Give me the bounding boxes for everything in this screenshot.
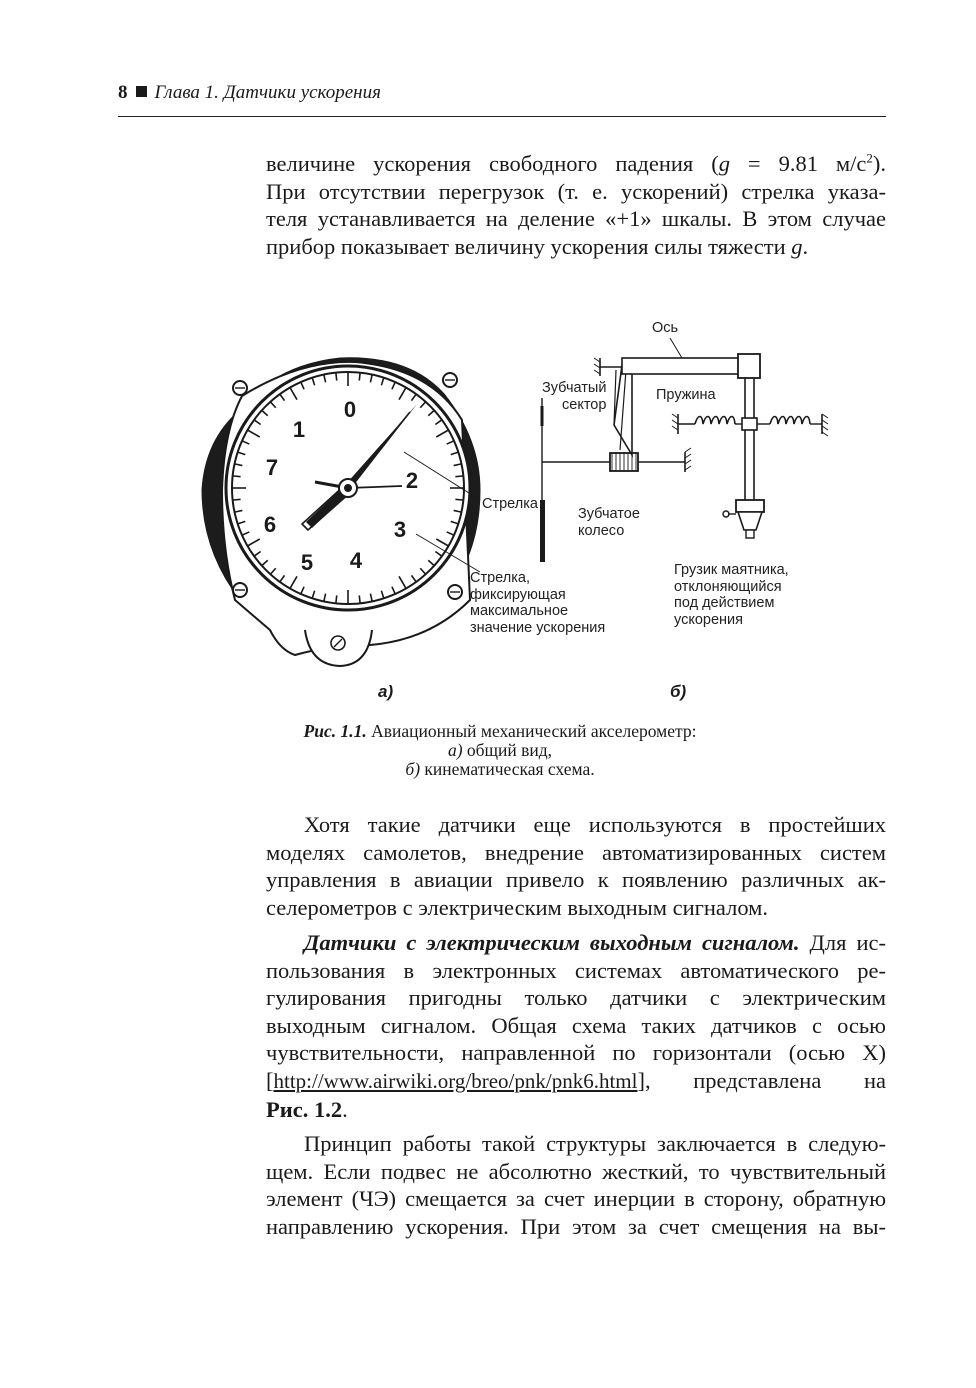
dial-number-2: 2 <box>405 468 419 493</box>
para-4-line-4: направлению ускорения. При этом за счет смещения на вы- <box>266 1213 886 1239</box>
label-needle: Стрелка <box>482 496 538 512</box>
dial-number-6: 6 <box>263 512 277 537</box>
dial-tick <box>336 595 337 603</box>
dial-tick <box>359 595 360 603</box>
para-3-line-6: [http://www.airwiki.org/breo/pnk/pnk6.html], представлена на <box>266 1067 886 1093</box>
para-3-line-2: пользования в электронных системах автоматического ре- <box>266 957 886 983</box>
para-2-line-4: селерометров с электрическим выходным сигналом. <box>266 894 769 920</box>
dial-tick <box>336 373 337 381</box>
dial-number-5: 5 <box>300 550 314 575</box>
panel-label-a: а) <box>378 682 394 701</box>
para-top-line-1: величине ускорения свободного падения (g = 9.81 $м/с^2$). <box>266 150 887 176</box>
para-top-line-2: При отсутствии перегрузок (т. е. ускорений) стрелка указа- <box>266 178 886 204</box>
header-rule <box>118 116 886 117</box>
para-3-line-3: гулирования пригодны только датчики с электрическим <box>266 985 886 1011</box>
dial-number-7: 7 <box>265 455 279 480</box>
para-2-line-2: моделях самолетов, внедрение автоматизированных систем <box>266 839 886 865</box>
label-toothed-sector: Зубчатый сектор <box>541 380 607 413</box>
dial-tick <box>455 476 463 477</box>
accelerometer-dial <box>202 358 480 666</box>
dial-number-4: 4 <box>349 548 363 573</box>
para-3-line-1: Датчики с электрическим выходным сигналом. Для ис- <box>304 930 886 955</box>
para-top-line-4: прибор показывает величину ускорения силы тяжести g. <box>266 233 809 259</box>
dial-tick <box>233 476 241 477</box>
paragraph-top <box>266 150 886 260</box>
figure-1-1 <box>180 300 860 720</box>
para-3-line-5: чувствительности, направленной по горизонтали (осью X) <box>266 1040 886 1066</box>
dial-tick <box>359 373 360 381</box>
paragraph-2 <box>266 811 886 921</box>
para-4-line-1: Принцип работы такой структуры заключается в следую- <box>304 1131 886 1156</box>
paragraph-3 <box>266 929 886 1123</box>
caption-title-line: Рис. 1.1. Авиационный механический акселерометр: <box>303 721 697 741</box>
dial-tick <box>455 499 463 500</box>
paragraph-4 <box>266 1130 886 1240</box>
label-axis: Ось <box>652 320 679 336</box>
caption-item-b: б) кинематическая схема. <box>405 759 595 779</box>
para-2-line-3: управления в авиации привело к появлению различных ак- <box>266 867 886 893</box>
para-4-line-3: элемент (ЧЭ) смещается за счет инерции в сторону, обратную <box>266 1186 886 1212</box>
dial-number-3: 3 <box>393 517 407 542</box>
label-spring: Пружина <box>656 387 716 403</box>
para-2-line-1: Хотя такие датчики еще используются в простейших <box>304 812 886 837</box>
bullet-square-icon <box>136 86 147 97</box>
dial-number-1: 1 <box>292 417 306 442</box>
para-4-line-2: щем. Если подвес не абсолютно жесткий, то чувствительный <box>266 1158 886 1184</box>
para-top-line-3: теля устанавливается на деление «+1» шкалы. В этом случае <box>266 206 886 232</box>
page-number: 8 <box>118 82 128 103</box>
dial-tick <box>233 499 241 500</box>
dial-number-0: 0 <box>343 397 357 422</box>
reference-link[interactable]: http://www.airwiki.org/breo/pnk/pnk6.html <box>273 1068 638 1093</box>
chapter-title: Глава 1. Датчики ускорения <box>154 82 381 103</box>
section-heading: Датчики с электрическим выходным сигналом. <box>304 930 800 955</box>
label-max-needle: Стрелка, фиксирующая максимальное значение ускорения <box>470 570 606 636</box>
para-3-line-4: выходным сигналом. Общая схема таких датчиков с осью <box>266 1012 886 1038</box>
running-head <box>118 82 381 104</box>
figure-reference: Рис. 1.2 <box>266 1096 343 1122</box>
figure-caption <box>180 722 820 779</box>
label-gear-wheel: Зубчатое колесо <box>578 506 640 539</box>
caption-item-a: а) общий вид, <box>447 740 553 760</box>
panel-label-b: б) <box>670 682 687 701</box>
para-3-line-7: Рис. 1.2. <box>266 1096 348 1122</box>
label-pendulum-weight: Грузик маятника, отклоняющийся под действием ускорения <box>674 562 789 628</box>
